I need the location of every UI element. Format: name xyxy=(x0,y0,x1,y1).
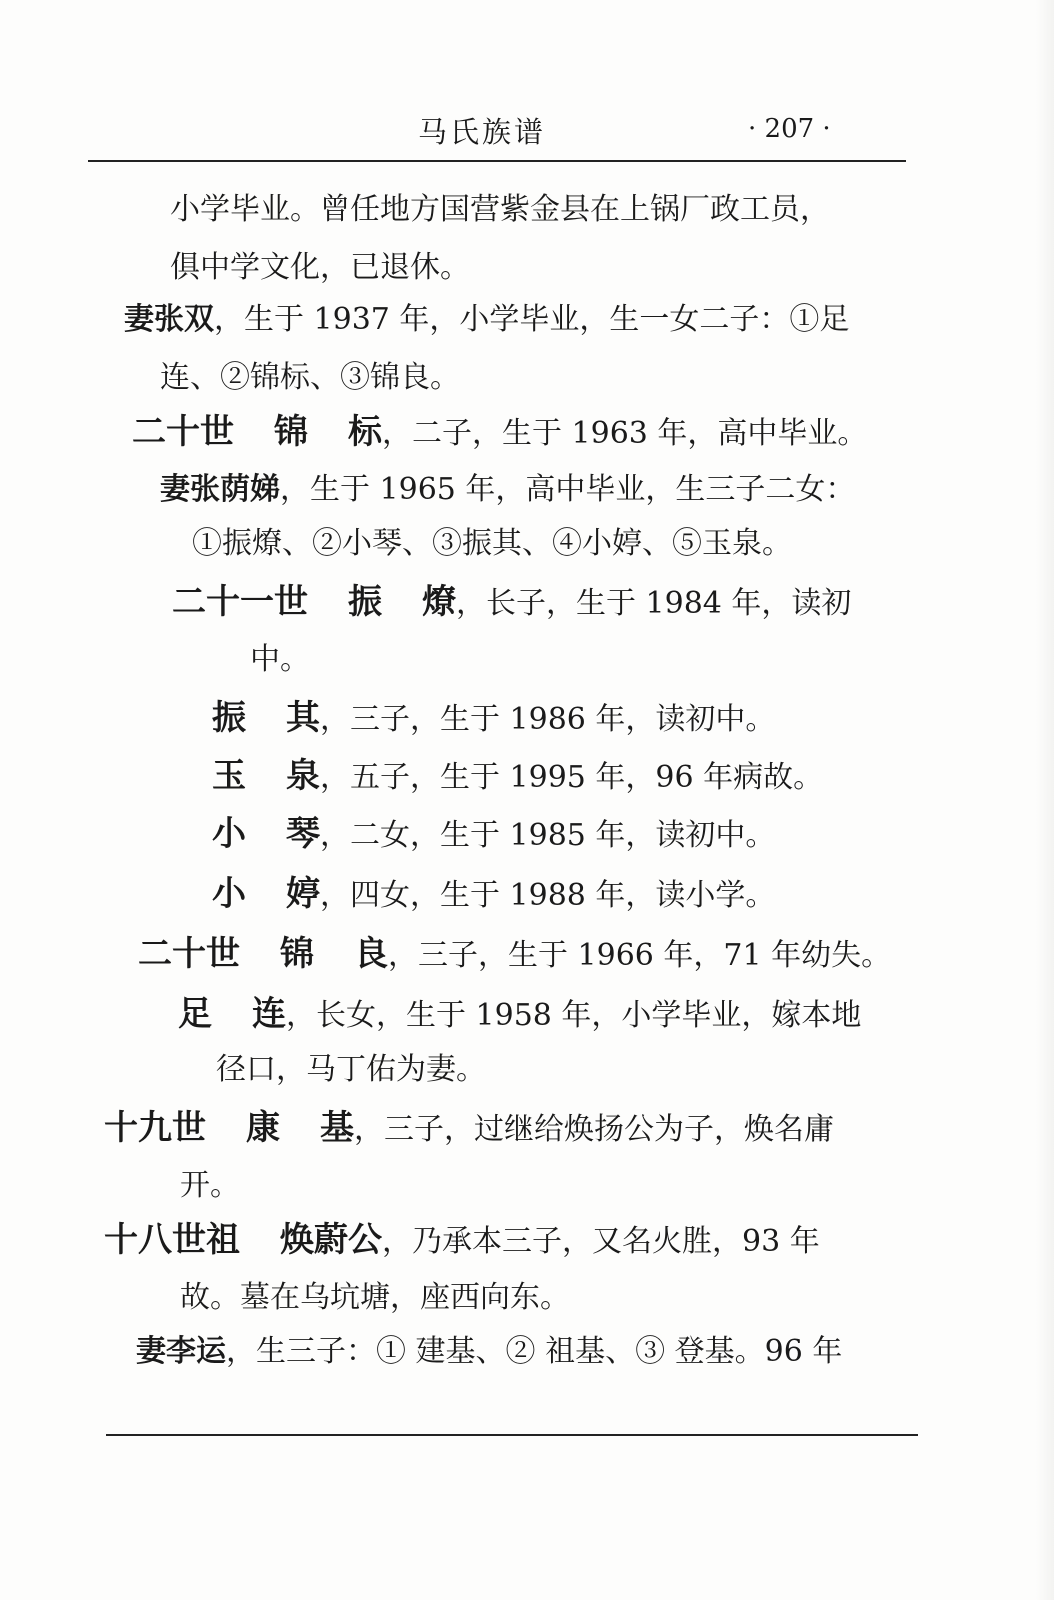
person-name: 良 xyxy=(354,934,388,974)
line-text: ，乃承本三子，又名火胜，93 年 xyxy=(382,1224,820,1259)
line-text: ①振燎、②小琴、③振其、④小婷、⑤玉泉。 xyxy=(192,526,792,561)
generation-entry xyxy=(132,414,867,452)
header-rule xyxy=(88,160,906,162)
text-line xyxy=(192,526,792,562)
scan-edge-shadow xyxy=(1036,0,1054,1600)
person-name: 玉 xyxy=(212,756,246,796)
line-text: 中。 xyxy=(250,642,310,677)
spouse-name: 妻张荫娣 xyxy=(160,472,280,507)
person-name: 标 xyxy=(348,412,382,452)
generation-label: 二十世 xyxy=(138,934,240,974)
line-text: ，三子，生于 1966 年，71 年幼失。 xyxy=(388,938,892,973)
line-text: 开。 xyxy=(180,1168,240,1203)
person-entry xyxy=(212,700,775,738)
line-text: ，三子，过继给焕扬公为子，焕名庸 xyxy=(354,1112,834,1147)
line-text: 径口，马丁佑为妻。 xyxy=(216,1052,486,1087)
line-text: ，二子，生于 1963 年，高中毕业。 xyxy=(382,416,868,451)
spouse-line xyxy=(124,302,849,338)
text-line xyxy=(180,1280,570,1316)
generation-entry xyxy=(104,1110,834,1148)
generation-entry xyxy=(138,936,891,974)
person-name: 锦 xyxy=(274,412,308,452)
spouse-name: 妻张双 xyxy=(124,302,214,337)
text-line xyxy=(160,360,460,396)
generation-entry xyxy=(172,584,851,622)
text-line xyxy=(170,250,470,286)
person-name: 基 xyxy=(320,1108,354,1148)
person-name: 振 xyxy=(212,698,246,738)
line-text: ，四女，生于 1988 年，读小学。 xyxy=(320,878,776,913)
person-name: 琴 xyxy=(286,814,320,854)
line-text: ，五子，生于 1995 年，96 年病故。 xyxy=(320,760,824,795)
line-text: 连、②锦标、③锦良。 xyxy=(160,360,460,395)
person-name: 焕蔚公 xyxy=(280,1220,382,1260)
line-text: ，生于 1965 年，高中毕业，生三子二女： xyxy=(280,472,856,507)
generation-label: 二十一世 xyxy=(172,582,308,622)
person-name: 泉 xyxy=(286,756,320,796)
spouse-line xyxy=(136,1334,842,1370)
line-text: ，长子，生于 1984 年，读初 xyxy=(456,586,852,621)
person-name: 足 xyxy=(178,994,212,1034)
line-text: ，生于 1937 年，小学毕业，生一女二子：①足 xyxy=(214,302,850,337)
person-name: 其 xyxy=(286,698,320,738)
spouse-name: 妻李运 xyxy=(136,1334,226,1369)
text-line xyxy=(180,1168,240,1204)
running-title: 马氏族谱 xyxy=(418,115,547,149)
line-text: 故。墓在乌坑塘，座西向东。 xyxy=(180,1280,570,1315)
spouse-line xyxy=(160,472,855,508)
generation-label: 十八世祖 xyxy=(104,1220,240,1260)
person-name: 连 xyxy=(252,994,286,1034)
person-name: 振 xyxy=(348,582,382,622)
generation-label: 十九世 xyxy=(104,1108,206,1148)
line-text: ，三子，生于 1986 年，读初中。 xyxy=(320,702,776,737)
person-name: 锦 xyxy=(280,934,314,974)
line-text: ，二女，生于 1985 年，读初中。 xyxy=(320,818,776,853)
text-line xyxy=(170,192,830,228)
person-entry xyxy=(212,816,775,854)
line-text: 俱中学文化，已退休。 xyxy=(170,250,470,285)
person-entry xyxy=(178,996,861,1034)
text-line xyxy=(250,642,310,678)
line-text: 小学毕业。曾任地方国营紫金县在上锅厂政工员， xyxy=(170,192,830,227)
person-name: 小 xyxy=(212,874,246,914)
generation-entry xyxy=(104,1222,820,1260)
generation-label: 二十世 xyxy=(132,412,234,452)
line-text: ，长女，生于 1958 年，小学毕业，嫁本地 xyxy=(286,998,862,1033)
person-name: 燎 xyxy=(422,582,456,622)
footer-rule xyxy=(106,1434,918,1436)
line-text: ，生三子：① 建基、② 祖基、③ 登基。96 年 xyxy=(226,1334,843,1369)
person-name: 婷 xyxy=(286,874,320,914)
person-name: 康 xyxy=(246,1108,280,1148)
person-name: 小 xyxy=(212,814,246,854)
page-number: · 207 · xyxy=(748,114,831,144)
person-entry xyxy=(212,876,775,914)
person-entry xyxy=(212,758,823,796)
text-line xyxy=(216,1052,486,1088)
